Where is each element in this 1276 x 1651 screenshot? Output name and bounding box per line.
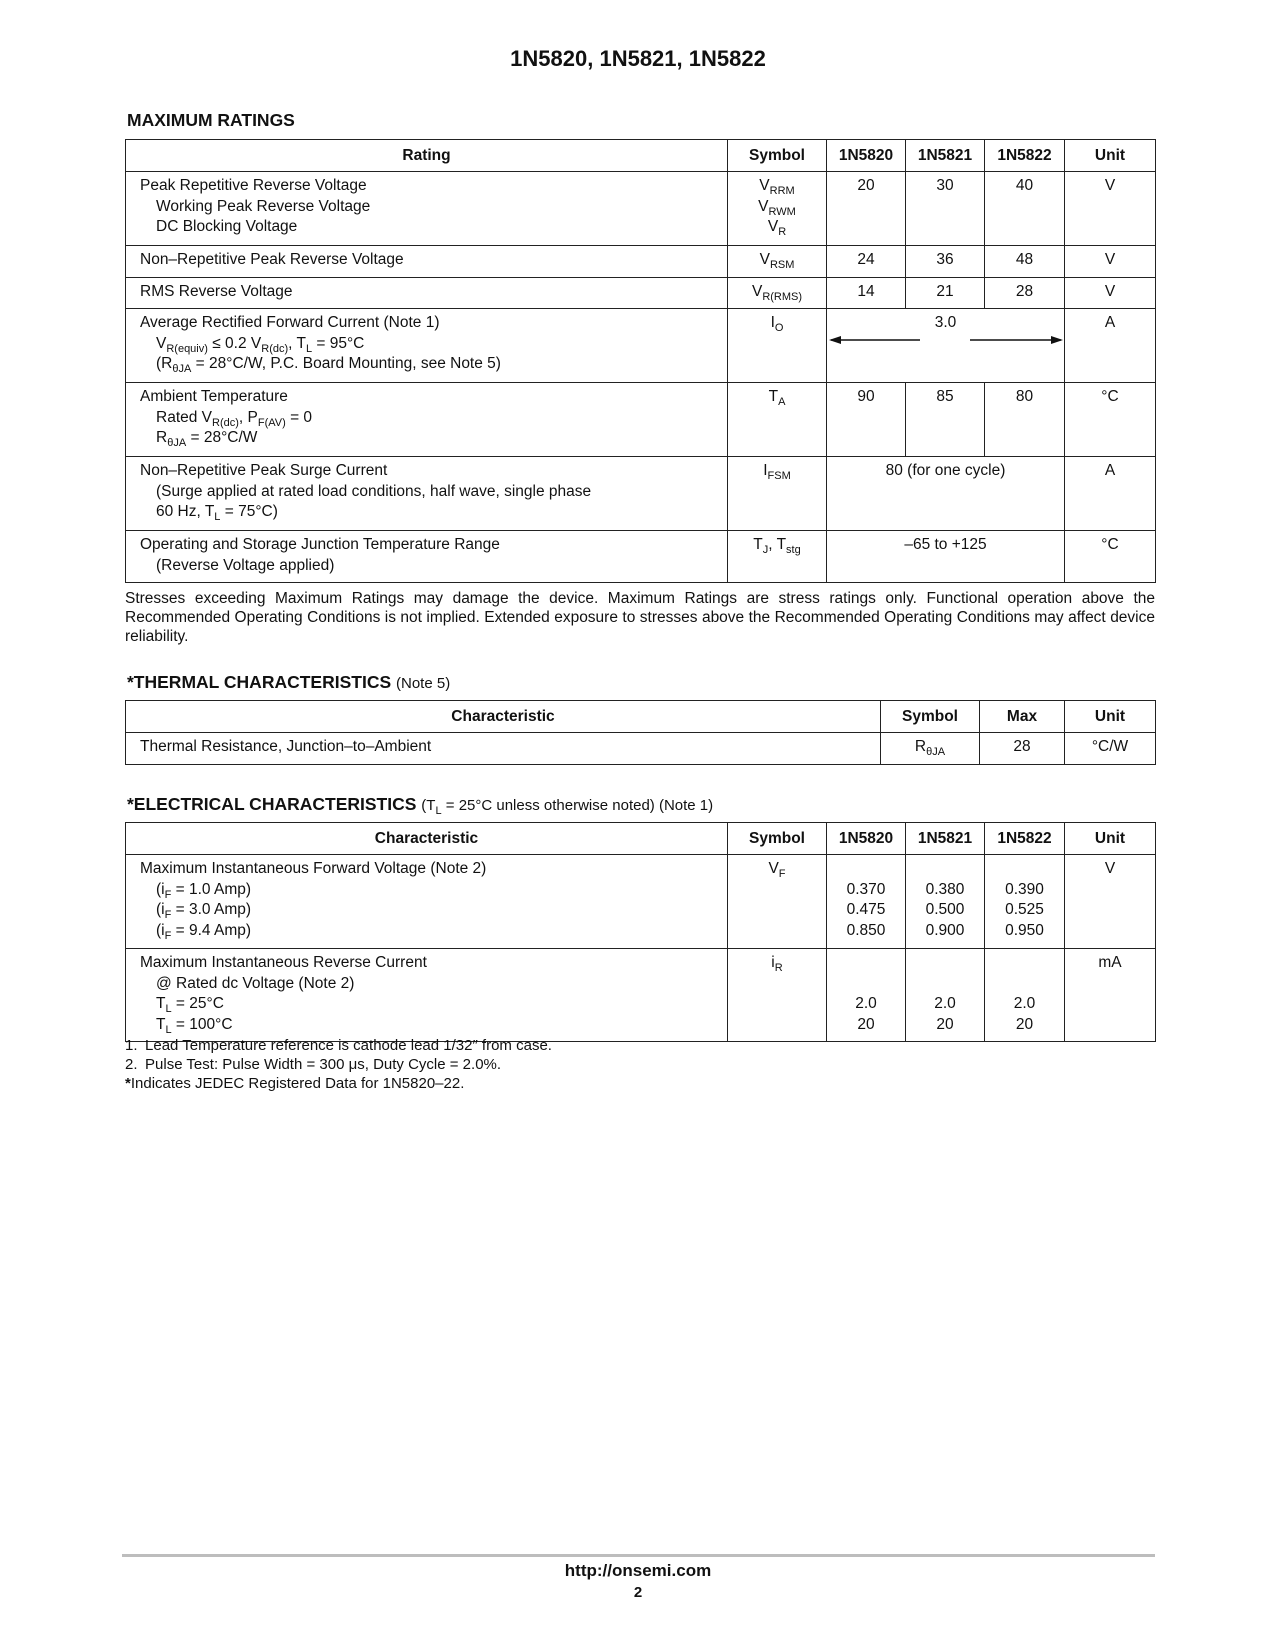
- rating-label: Average Rectified Forward Current (Note 1): [140, 314, 440, 331]
- rating-label: Non–Repetitive Peak Reverse Voltage: [140, 251, 404, 268]
- value-cell: 40: [985, 172, 1065, 246]
- rating-cell: [126, 309, 728, 383]
- condition-label: ($i_F = 9.4$ Amp): [156, 921, 252, 942]
- value-cell: 24: [827, 246, 906, 278]
- rating-label: (Surge applied at rated load conditions, half wave, single phase: [156, 482, 592, 500]
- unit-cell: V: [1065, 172, 1156, 246]
- stress-note: Stresses exceeding Maximum Ratings may damage the device. Maximum Ratings are stress ratings only. Functional operation above the Recommended Operating Conditions is not implied. Extended exposure to stresses above the Recommended Operating Conditions may affect device reliability.: [125, 590, 1155, 645]
- condition-label: @ Rated dc Voltage (Note 2): [156, 974, 355, 992]
- condition-label: $T_L = 25^\circ C$: [156, 995, 224, 1015]
- table-row: [126, 277, 1156, 309]
- value-cell: 85: [906, 383, 985, 457]
- col-header: Symbol: [881, 701, 980, 733]
- table-header-row: [126, 701, 1156, 733]
- rating-cell: [126, 277, 728, 309]
- value-cell: 2.0 20: [906, 949, 985, 1042]
- rating-cell: [126, 457, 728, 531]
- page-number: 2: [633, 1584, 643, 1601]
- value-cell: 80: [985, 383, 1065, 457]
- col-header: Characteristic: [126, 701, 881, 733]
- col-header: 1N5820: [827, 823, 906, 855]
- rating-label: Rated $V_{R(dc)}$, $P_{F(AV)} = 0$: [156, 408, 313, 429]
- unit-cell: A: [1065, 309, 1156, 383]
- table-row: [126, 949, 1156, 1042]
- rating-label: Non–Repetitive Peak Surge Current: [140, 462, 388, 479]
- characteristic-label: Maximum Instantaneous Forward Voltage (Note 2): [140, 860, 487, 877]
- rating-label: Working Peak Reverse Voltage: [156, 197, 371, 215]
- table-row: [126, 733, 1156, 765]
- col-header: Unit: [1065, 823, 1156, 855]
- table-row: [126, 457, 1156, 531]
- footnote-2: 2. Pulse Test: Pulse Width = 300 μs, Duty Cycle = 2.0%.: [125, 1056, 502, 1073]
- symbol-cell: $V_F$: [728, 855, 827, 949]
- col-header: Symbol: [728, 140, 827, 172]
- characteristic-cell: Thermal Resistance, Junction–to–Ambient: [126, 733, 881, 765]
- unit-cell: V: [1065, 246, 1156, 278]
- rating-label: DC Blocking Voltage: [156, 218, 298, 235]
- value-cell: 14: [827, 277, 906, 309]
- table-row: [126, 309, 1156, 383]
- characteristic-cell: [126, 949, 728, 1042]
- symbol-cell: $I_O$: [728, 309, 827, 383]
- symbol-cell: $I_{FSM}$: [728, 457, 827, 531]
- range-arrow-icon: [827, 309, 1065, 349]
- col-header: Symbol: [728, 823, 827, 855]
- footnote-3: *Indicates JEDEC Registered Data for 1N5820–22.: [125, 1075, 465, 1092]
- col-header: Rating: [126, 140, 728, 172]
- symbol-cell: $T_J$, $T_{stg}$: [728, 531, 827, 583]
- rating-cell: [126, 172, 728, 246]
- value-cell: 2.0 20: [985, 949, 1065, 1042]
- symbol-cell: $T_A$: [728, 383, 827, 457]
- rating-label: Operating and Storage Junction Temperature Range: [140, 536, 500, 553]
- symbol-cell: $V_{RRM}$ $V_{RWM}$ $V_R$: [728, 172, 827, 246]
- merged-value-cell: –65 to +125: [827, 531, 1065, 583]
- symbol-cell: $V_{RSM}$: [728, 246, 827, 278]
- rating-label: $V_{R(equiv)} \le 0.2$ $V_{R(dc)}$, $T_L = 95^\circ C$: [156, 334, 365, 355]
- col-header: 1N5821: [906, 140, 985, 172]
- table-row: [126, 246, 1156, 278]
- col-header: 1N5822: [985, 140, 1065, 172]
- table-header-row: [126, 140, 1156, 172]
- footnote-1: 1. Lead Temperature reference is cathode lead 1/32″ from case.: [125, 1037, 552, 1054]
- unit-cell: V: [1065, 277, 1156, 309]
- condition-label: ($i_F = 1.0$ Amp): [156, 880, 252, 901]
- merged-value-cell: 80 (for one cycle): [827, 457, 1065, 531]
- rating-label: ($R_{\theta JA} = 28^\circ C/W$, P.C. Board Mounting, see Note 5): [156, 355, 501, 375]
- col-header: Unit: [1065, 701, 1156, 733]
- rating-label: (Reverse Voltage applied): [156, 556, 335, 574]
- rating-label: Ambient Temperature: [140, 388, 288, 405]
- table-row: [126, 855, 1156, 949]
- symbol-cell: $i_R$: [728, 949, 827, 1042]
- value-label: 3.0: [934, 314, 957, 331]
- electrical-heading: *ELECTRICAL CHARACTERISTICS ($T_L = 25^\circ C$ unless otherwise noted) (Note 1): [127, 794, 714, 817]
- value-cell: 30: [906, 172, 985, 246]
- symbol-cell: $V_{R(RMS)}$: [728, 277, 827, 309]
- rating-cell: [126, 531, 728, 583]
- merged-value-cell: [827, 309, 1065, 383]
- thermal-heading: *THERMAL CHARACTERISTICS (Note 5): [127, 672, 451, 692]
- table-header-row: [126, 823, 1156, 855]
- unit-cell: A: [1065, 457, 1156, 531]
- col-header: 1N5821: [906, 823, 985, 855]
- unit-cell: mA: [1065, 949, 1156, 1042]
- col-header: 1N5822: [985, 823, 1065, 855]
- rating-cell: [126, 383, 728, 457]
- rating-label: RMS Reverse Voltage: [140, 282, 293, 300]
- unit-cell: °C/W: [1065, 733, 1156, 765]
- footer-url-link[interactable]: http://onsemi.com: [564, 1561, 712, 1580]
- characteristic-cell: [126, 855, 728, 949]
- table-row: [126, 383, 1156, 457]
- value-cell: 0.370 0.475 0.850: [827, 855, 906, 949]
- value-cell: 2.0 20: [827, 949, 906, 1042]
- col-header: Characteristic: [126, 823, 728, 855]
- col-header: Unit: [1065, 140, 1156, 172]
- max-ratings-heading: MAXIMUM RATINGS: [127, 110, 295, 130]
- value-cell: 0.380 0.500 0.900: [906, 855, 985, 949]
- value-cell: 0.390 0.525 0.950: [985, 855, 1065, 949]
- condition-label: ($i_F = 3.0$ Amp): [156, 901, 252, 921]
- rating-label: 60 Hz, $T_L = 75^\circ C$): [156, 503, 278, 523]
- page-title: 1N5820, 1N5821, 1N5822: [510, 46, 766, 71]
- max-ratings-table: [125, 139, 1156, 583]
- rating-label: $R_{\theta JA} = 28^\circ C/W$: [156, 429, 258, 449]
- table-row: [126, 531, 1156, 583]
- unit-cell: V: [1065, 855, 1156, 949]
- col-header: Max: [980, 701, 1065, 733]
- thermal-table: [125, 700, 1156, 765]
- value-cell: 28: [985, 277, 1065, 309]
- value-cell: 28: [980, 733, 1065, 765]
- value-cell: 21: [906, 277, 985, 309]
- value-cell: 20: [827, 172, 906, 246]
- symbol-cell: $R_{\theta JA}$: [881, 733, 980, 765]
- rating-label: Peak Repetitive Reverse Voltage: [140, 177, 367, 194]
- table-row: [126, 172, 1156, 246]
- col-header: 1N5820: [827, 140, 906, 172]
- value-cell: 48: [985, 246, 1065, 278]
- characteristic-label: Maximum Instantaneous Reverse Current: [140, 954, 427, 971]
- electrical-table: [125, 822, 1156, 1042]
- condition-label: $T_L = 100^\circ C$: [156, 1015, 233, 1036]
- unit-cell: °C: [1065, 531, 1156, 583]
- rating-cell: [126, 246, 728, 278]
- value-cell: 36: [906, 246, 985, 278]
- value-cell: 90: [827, 383, 906, 457]
- footer-divider: [122, 1554, 1155, 1557]
- unit-cell: °C: [1065, 383, 1156, 457]
